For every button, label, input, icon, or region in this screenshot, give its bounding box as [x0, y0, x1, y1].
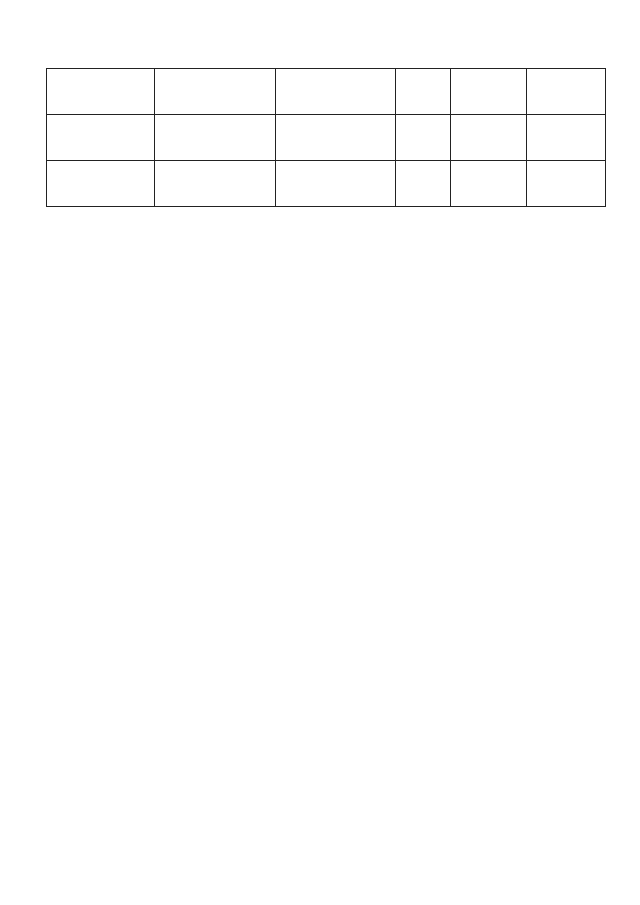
district-cell — [47, 161, 155, 207]
street-cell — [276, 69, 396, 115]
table-row — [47, 69, 606, 115]
table-row — [47, 161, 606, 207]
district-cell — [47, 115, 155, 161]
year-cell — [451, 69, 527, 115]
house-number-cell — [396, 161, 451, 207]
house-number-cell — [396, 69, 451, 115]
year-cell — [451, 115, 527, 161]
work-type-cell — [527, 161, 606, 207]
house-number-cell — [396, 115, 451, 161]
year-cell — [451, 161, 527, 207]
street-cell — [276, 115, 396, 161]
settlement-cell — [155, 69, 276, 115]
work-type-cell — [527, 69, 606, 115]
district-cell — [47, 69, 155, 115]
settlement-cell — [155, 115, 276, 161]
housing-repair-table — [46, 68, 606, 207]
street-cell — [276, 161, 396, 207]
work-type-cell — [527, 115, 606, 161]
settlement-cell — [155, 161, 276, 207]
table-row — [47, 115, 606, 161]
